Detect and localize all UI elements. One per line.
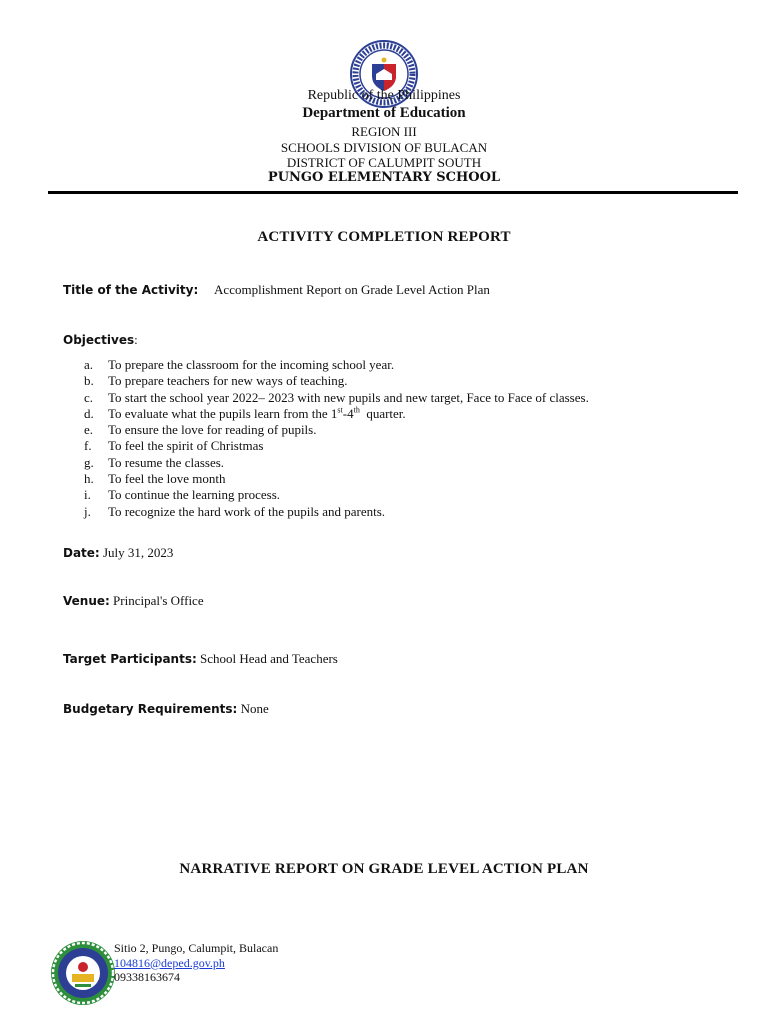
objective-text: To prepare teachers for new ways of teaching.	[108, 373, 348, 389]
region-text: REGION III	[351, 124, 417, 139]
footer-phone: 09338163674	[114, 970, 180, 984]
objectives-label: Objectives	[63, 333, 135, 347]
objective-item	[84, 373, 589, 389]
participants-label: Target Participants:	[63, 652, 197, 666]
objective-marker: j.	[84, 503, 91, 519]
header-divider	[48, 191, 738, 194]
objective-text-part: -4	[342, 405, 354, 421]
objective-marker: i.	[84, 487, 91, 503]
participants-value: School Head and Teachers	[200, 651, 338, 666]
objective-text	[108, 406, 406, 421]
venue-label: Venue:	[63, 594, 110, 608]
objective-item	[84, 390, 589, 406]
division-text: SCHOOLS DIVISION OF BULACAN	[280, 140, 488, 155]
objective-item	[84, 471, 589, 487]
objective-marker: g.	[84, 454, 94, 470]
budget-value: None	[240, 701, 269, 716]
objective-marker: a.	[84, 357, 94, 372]
objective-marker: h.	[84, 471, 94, 487]
venue-value: Principal's Office	[113, 593, 204, 608]
activity-title-value: Accomplishment Report on Grade Level Action Plan	[214, 282, 490, 297]
objective-text: To prepare the classroom for the incoming school year.	[108, 357, 395, 372]
objective-item	[84, 406, 589, 422]
objective-text-part: st	[337, 405, 343, 415]
district-text: DISTRICT OF CALUMPIT SOUTH	[286, 155, 482, 170]
objectives-heading: Objectives:	[63, 332, 138, 347]
objective-marker: b.	[84, 373, 94, 389]
objective-text: To start the school year 2022– 2023 with new pupils and new target, Face to Face of classes.	[108, 389, 589, 405]
footer-contact	[114, 941, 278, 985]
objective-text-part: quarter.	[359, 405, 406, 421]
objective-text: To feel the spirit of Christmas	[108, 438, 264, 454]
objectives-list	[84, 357, 589, 520]
objective-item	[84, 504, 589, 520]
objective-item	[84, 487, 589, 503]
objective-text: To feel the love month	[108, 471, 226, 487]
objective-text-part: To evaluate what the pupils learn from the 1	[108, 405, 338, 421]
activity-title-label: Title of the Activity:	[63, 283, 199, 297]
school-seal-logo	[50, 940, 116, 1006]
objective-item	[84, 422, 589, 438]
objective-marker: f.	[84, 438, 92, 454]
date-label: Date:	[63, 546, 100, 560]
objective-text-part: th	[353, 405, 360, 415]
republic-text: Republic of the Philippines	[307, 88, 461, 103]
department-text: Department of Education	[302, 105, 466, 121]
objective-marker: e.	[84, 422, 94, 438]
report-title: ACTIVITY COMPLETION REPORT	[257, 229, 511, 245]
footer-address: Sitio 2, Pungo, Calumpit, Bulacan	[114, 941, 279, 955]
activity-title-row	[63, 282, 490, 298]
footer-email-link[interactable]: 104816@deped.gov.ph	[114, 955, 225, 970]
objective-text: To resume the classes.	[108, 454, 225, 470]
date-row	[63, 545, 173, 561]
school-name: PUNGO ELEMENTARY SCHOOL	[267, 170, 501, 185]
objective-item	[84, 357, 589, 373]
objective-item	[84, 438, 589, 454]
objective-text: To ensure the love for reading of pupils.	[108, 422, 317, 438]
narrative-title: NARRATIVE REPORT ON GRADE LEVEL ACTION PLAN	[179, 861, 589, 877]
objective-text: To recognize the hard work of the pupils and parents.	[108, 503, 386, 519]
venue-row	[63, 593, 204, 609]
participants-row	[63, 651, 338, 667]
date-value: July 31, 2023	[102, 545, 174, 560]
objective-text: To continue the learning process.	[108, 487, 281, 503]
objective-marker: d.	[84, 405, 94, 421]
budget-row	[63, 701, 269, 717]
objective-marker: c.	[84, 389, 94, 405]
objective-item	[84, 455, 589, 471]
budget-label: Budgetary Requirements:	[63, 702, 238, 716]
